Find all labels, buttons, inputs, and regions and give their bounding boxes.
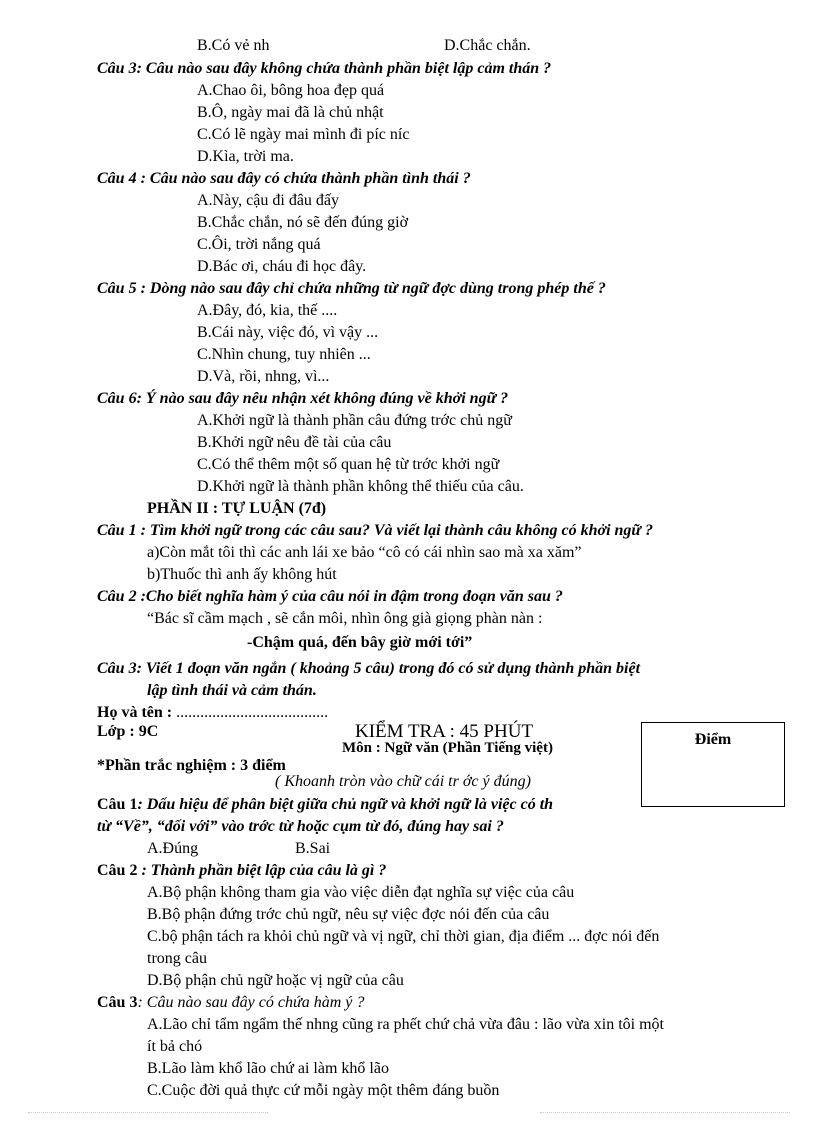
option: D.Khởi ngữ là thành phần không thể thiếu của câu. bbox=[197, 478, 524, 495]
question-5-top bbox=[97, 279, 606, 299]
option: trong câu bbox=[147, 950, 207, 967]
option: C.bộ phận tách ra khỏi chủ ngữ và vị ngữ, chỉ thời gian, địa điểm ... đợc nói đến bbox=[147, 928, 660, 945]
option: D.Bộ phận chủ ngữ hoặc vị ngữ của câu bbox=[147, 972, 404, 989]
option: A.Bộ phận không tham gia vào việc diễn đạt nghĩa sự việc của câu bbox=[147, 884, 575, 901]
question-label: Câu 3 bbox=[97, 994, 138, 1011]
option: B.Khởi ngữ nêu đề tài của câu bbox=[197, 434, 392, 451]
part-1-heading: *Phần trắc nghiệm : 3 điểm bbox=[97, 757, 286, 774]
option: A.Chao ôi, bông hoa đẹp quá bbox=[197, 82, 385, 99]
essay-question-1 bbox=[97, 521, 653, 541]
essay-question-3 bbox=[97, 659, 640, 679]
option: B.Lão làm khổ lão chứ ai làm khổ lão bbox=[147, 1060, 389, 1077]
essay-line: b)Thuốc thì anh ấy không hút bbox=[147, 566, 337, 583]
name-label: Họ và tên : bbox=[97, 704, 177, 721]
question-text: Ý nào sau đây nêu nhận xét không đúng về khởi ngữ ? bbox=[141, 390, 509, 407]
option: B.Chắc chắn, nó sẽ đến đúng giờ bbox=[197, 214, 409, 231]
question-text: : Câu nào sau đây có chứa hàm ý ? bbox=[137, 994, 365, 1011]
question-label: Câu 2 bbox=[97, 588, 137, 605]
question-text: Câu nào sau đây có chứa thành phần tình thái ? bbox=[145, 170, 471, 187]
question-text: : Dấu hiệu để phân biệt giữa chủ ngữ và khởi ngữ là việc có th bbox=[137, 796, 554, 813]
question-label: Câu 5 : bbox=[97, 280, 146, 297]
question-6-top bbox=[97, 389, 508, 409]
question-label: Câu 6: bbox=[97, 390, 142, 407]
option: B.Ô, ngày mai đã là chủ nhật bbox=[197, 104, 384, 121]
part-1-instruction: ( Khoanh tròn vào chữ cái tr ớc ý đúng) bbox=[275, 773, 531, 790]
option-b: B.Sai bbox=[295, 840, 331, 857]
exam-subject: Môn : Ngữ văn (Phần Tiếng việt) bbox=[342, 740, 553, 756]
option: C.Nhìn chung, tuy nhiên ... bbox=[197, 346, 371, 363]
option: C.Cuộc đời quả thực cứ mỗi ngày một thêm đáng buồn bbox=[147, 1082, 500, 1099]
question-label: Câu 3: bbox=[97, 60, 142, 77]
option: A.Lão chỉ tẩm ngẩm thế nhng cũng ra phết chứ chả vừa đâu : lão vừa xin tôi một bbox=[147, 1016, 664, 1033]
footer-rule bbox=[28, 1112, 268, 1113]
option: A.Khởi ngữ là thành phần câu đứng trớc chủ ngữ bbox=[197, 412, 512, 429]
option: C.Có lẽ ngày mai mình đi píc níc bbox=[197, 126, 410, 143]
part-2-heading bbox=[147, 499, 326, 519]
exam-title: KIỂM TRA : 45 PHÚT bbox=[355, 721, 534, 742]
score-box bbox=[641, 722, 785, 807]
prev-option-b: B.Có vẻ nh bbox=[197, 37, 270, 54]
essay-question-3-cont: lập tình thái và cảm thán. bbox=[147, 682, 317, 699]
option-a: A.Đúng bbox=[147, 840, 199, 857]
option: D.Kìa, trời ma. bbox=[197, 148, 294, 165]
class-label: Lớp : 9C bbox=[97, 723, 159, 740]
question-3-top bbox=[97, 59, 551, 79]
question-text: Viết 1 đoạn văn ngắn ( khoảng 5 câu) trong đó có sử dụng thành phần biệt bbox=[141, 660, 641, 677]
option: A.Này, cậu đi đâu đấy bbox=[197, 192, 340, 209]
score-label: Điểm bbox=[694, 731, 732, 748]
option: A.Đây, đó, kia, thế .... bbox=[197, 302, 338, 319]
option: B.Cái này, việc đó, vì vậy ... bbox=[197, 324, 379, 341]
part-2-title: PHẦN II : TỰ LUẬN bbox=[147, 500, 295, 517]
option: D.Và, rồi, nhng, vì... bbox=[197, 368, 330, 385]
option: C.Có thể thêm một số quan hệ từ trớc khởi ngữ bbox=[197, 456, 500, 473]
question-2-bottom bbox=[97, 861, 386, 881]
name-field bbox=[97, 703, 328, 723]
essay-bold-quote: -Chậm quá, đến bây giờ mới tới” bbox=[247, 634, 473, 651]
question-text: Tìm khởi ngữ trong các câu sau? Và viết lại thành câu không có khởi ngữ ? bbox=[145, 522, 653, 539]
option: D.Bác ơi, cháu đi học đây. bbox=[197, 258, 367, 275]
question-4-top bbox=[97, 169, 471, 189]
question-text: : Thành phần biệt lập của câu là gì ? bbox=[137, 862, 387, 879]
question-label: Câu 2 bbox=[97, 862, 138, 879]
part-2-points: (7đ) bbox=[298, 500, 327, 517]
option: ít bả chó bbox=[147, 1038, 203, 1055]
essay-question-2 bbox=[97, 587, 563, 607]
question-1-bottom-cont: từ “Về”, “đối với” vào trớc từ hoặc cụm từ đó, đúng hay sai ? bbox=[97, 818, 504, 835]
question-1-bottom bbox=[97, 795, 553, 815]
option: C.Ôi, trời nắng quá bbox=[197, 236, 321, 253]
option: B.Bộ phận đứng trớc chủ ngữ, nêu sự việc đợc nói đến của câu bbox=[147, 906, 550, 923]
question-3-bottom bbox=[97, 993, 364, 1013]
question-label: Câu 3: bbox=[97, 660, 142, 677]
question-label: Câu 4 : bbox=[97, 170, 146, 187]
footer-rule bbox=[540, 1112, 790, 1113]
prev-option-d: D.Chắc chắn. bbox=[444, 37, 531, 54]
essay-line: a)Còn mắt tôi thì các anh lái xe bảo “cô có cái nhìn sao mà xa xăm” bbox=[147, 544, 582, 561]
question-text: :Cho biết nghĩa hàm ý của câu nói in đậm trong đoạn văn sau ? bbox=[136, 588, 563, 605]
essay-quote: “Bác sĩ cầm mạch , sẽ cắn môi, nhìn ông già giọng phàn nàn : bbox=[147, 610, 543, 627]
question-label: Câu 1 bbox=[97, 796, 138, 813]
question-text: Dòng nào sau đây chỉ chứa những từ ngữ đợc dùng trong phép thế ? bbox=[145, 280, 606, 297]
question-text: Câu nào sau đây không chứa thành phần biệt lập cảm thán ? bbox=[141, 60, 552, 77]
name-dots: ...................................... bbox=[176, 704, 329, 721]
question-label: Câu 1 : bbox=[97, 522, 146, 539]
